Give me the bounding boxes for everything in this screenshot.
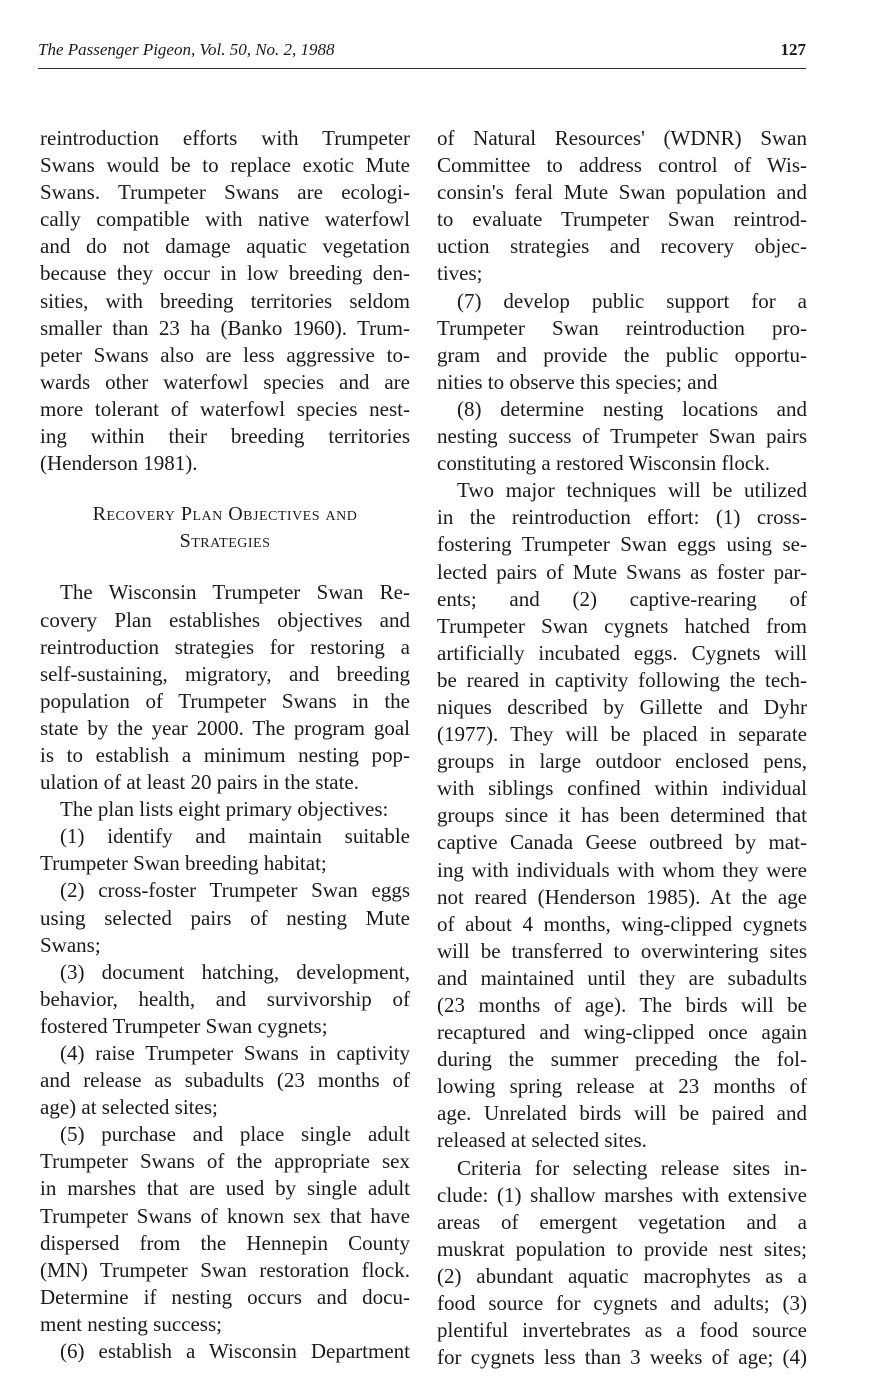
text-line: recaptured and wing-clipped once again [437, 1020, 807, 1045]
section-heading: Strategies [179, 530, 271, 553]
text-line: (7) develop public support for a [457, 288, 807, 313]
text-line: will be transferred to overwintering sites [437, 938, 807, 963]
text-line: state by the year 2000. The program goal [40, 715, 410, 740]
paragraph [437, 477, 807, 1154]
paragraph [40, 877, 410, 958]
paragraph [40, 1040, 410, 1121]
section-heading: Recovery Plan Objectives and [92, 503, 358, 526]
text-line: population of Trumpeter Swans in the [40, 688, 410, 713]
journal-citation: The Passenger Pigeon, Vol. 50, No. 2, 1988 [38, 40, 335, 59]
text-line: tives; [437, 261, 483, 286]
text-line: not reared (Henderson 1985). At the age [437, 884, 807, 909]
text-line: Trumpeter Swan reintroduction pro- [437, 315, 807, 340]
text-line: gram and provide the public opportu- [437, 342, 807, 367]
page-number: 127 [780, 40, 806, 59]
left-column [40, 125, 410, 1365]
text-line: (3) document hatching, development, [60, 959, 410, 984]
paragraph [40, 125, 410, 477]
text-line: (1) identify and maintain suitable [60, 824, 410, 849]
text-line: wards other waterfowl species and are [40, 369, 410, 394]
text-line: captive Canada Geese outbreed by mat- [437, 830, 807, 855]
text-line: constituting a restored Wisconsin flock. [437, 451, 770, 476]
text-line: in the reintroduction effort: (1) cross- [437, 505, 807, 530]
text-line: nesting success of Trumpeter Swan pairs [437, 424, 807, 449]
text-line: reintroduction strategies for restoring a [40, 634, 410, 659]
text-line: Trumpeter Swan cygnets hatched from [437, 613, 807, 638]
text-line: age) at selected sites; [40, 1095, 218, 1120]
text-line: ment nesting success; [40, 1311, 222, 1336]
text-line: Determine if nesting occurs and docu- [40, 1284, 410, 1309]
text-line: lowing spring release at 23 months of [437, 1074, 807, 1099]
text-line: Swans; [40, 932, 101, 957]
text-line: ing within their breeding territories [40, 424, 410, 449]
text-line: reintroduction efforts with Trumpeter [40, 126, 410, 150]
text-line: (2) abundant aquatic macrophytes as a [437, 1263, 807, 1288]
text-line: (Henderson 1981). [40, 451, 198, 476]
text-line: nities to observe this species; and [437, 369, 718, 394]
text-line: cally compatible with native waterfowl [40, 207, 410, 232]
text-line: groups in large outdoor enclosed pens, [437, 749, 807, 774]
text-line: peter Swans also are less aggressive to- [40, 342, 410, 367]
text-line: released at selected sites. [437, 1128, 647, 1153]
text-line: and release as subadults (23 months of [40, 1068, 410, 1093]
text-line: ing with individuals with whom they were [437, 857, 807, 882]
text-line: because they occur in low breeding den- [40, 261, 410, 286]
text-line: using selected pairs of nesting Mute [40, 905, 410, 930]
text-line: niques described by Gillette and Dyhr [437, 694, 807, 719]
text-line: Trumpeter Swans of known sex that have [40, 1203, 410, 1228]
text-line: to evaluate Trumpeter Swan reintrod- [437, 207, 807, 232]
text-line: The Wisconsin Trumpeter Swan Re- [60, 580, 410, 605]
text-line: of about 4 months, wing-clipped cygnets [437, 911, 807, 936]
paragraph [40, 796, 410, 823]
text-line: uction strategies and recovery objec- [437, 234, 807, 259]
text-line: Swans. Trumpeter Swans are ecologi- [40, 180, 410, 205]
text-line: artificially incubated eggs. Cygnets will [437, 640, 807, 665]
text-line: lected pairs of Mute Swans as foster par- [437, 559, 807, 584]
text-line: and do not damage aquatic vegetation [40, 234, 410, 259]
text-line: (4) raise Trumpeter Swans in captivity [60, 1041, 410, 1065]
paragraph [437, 288, 807, 396]
text-line: plentiful invertebrates as a food source [437, 1318, 807, 1343]
text-line: covery Plan establishes objectives and [40, 607, 410, 632]
text-line: Two major techniques will be utilized [457, 478, 807, 503]
paragraph [437, 1155, 807, 1372]
paragraph [40, 579, 410, 796]
text-line: behavior, health, and survivorship of [40, 986, 410, 1011]
text-line: muskrat population to provide nest sites; [437, 1236, 807, 1261]
text-line: and maintained until they are subadults [437, 965, 807, 990]
text-line: (8) determine nesting locations and [457, 396, 807, 421]
text-line: during the summer preceding the fol- [437, 1047, 807, 1072]
right-column [437, 125, 807, 1371]
text-line: (MN) Trumpeter Swan restoration flock. [40, 1257, 410, 1282]
text-line: smaller than 23 ha (Banko 1960). Trum- [40, 315, 410, 340]
text-line: sities, with breeding territories seldom [40, 288, 410, 313]
text-line: fostered Trumpeter Swan cygnets; [40, 1013, 328, 1038]
text-line: (1977). They will be placed in separate [437, 722, 807, 747]
text-line: Swans would be to replace exotic Mute [40, 153, 410, 178]
text-line: Trumpeter Swan breeding habitat; [40, 851, 327, 876]
text-line: food source for cygnets and adults; (3) [437, 1291, 807, 1316]
text-line: (5) purchase and place single adult [60, 1122, 410, 1147]
text-line: (6) establish a Wisconsin Department [60, 1339, 410, 1364]
paragraph [40, 1121, 410, 1338]
text-line: is to establish a minimum nesting pop- [40, 742, 410, 767]
text-line: dispersed from the Hennepin County [40, 1230, 410, 1255]
text-line: consin's feral Mute Swan population and [437, 180, 807, 205]
text-line: more tolerant of waterfowl species nest- [40, 396, 410, 421]
text-line: for cygnets less than 3 weeks of age; (4) [437, 1345, 807, 1370]
running-header [38, 38, 806, 69]
text-line: with siblings confined within individual [437, 776, 807, 801]
paragraph [437, 396, 807, 477]
text-line: in marshes that are used by single adult [40, 1176, 410, 1201]
text-line: ents; and (2) captive-rearing of [437, 586, 807, 611]
text-line: age. Unrelated birds will be paired and [437, 1101, 807, 1126]
text-line: fostering Trumpeter Swan eggs using se- [437, 532, 807, 557]
text-line: areas of emergent vegetation and a [437, 1209, 807, 1234]
text-line: Trumpeter Swans of the appropriate sex [40, 1149, 410, 1174]
text-line: ulation of at least 20 pairs in the state. [40, 770, 359, 795]
paragraph [40, 823, 410, 877]
text-line: self-sustaining, migratory, and breeding [40, 661, 410, 686]
paragraph [437, 125, 807, 288]
text-line: clude: (1) shallow marshes with extensive [437, 1182, 807, 1207]
text-line: be reared in captivity following the tech- [437, 667, 807, 692]
paragraph [40, 1338, 410, 1365]
paragraph [40, 959, 410, 1040]
text-line: (23 months of age). The birds will be [437, 993, 807, 1017]
text-line: (2) cross-foster Trumpeter Swan eggs [60, 878, 410, 903]
text-line: of Natural Resources' (WDNR) Swan [437, 126, 807, 150]
text-line: The plan lists eight primary objectives: [60, 797, 389, 822]
text-line: groups since it has been determined that [437, 803, 807, 828]
text-line: Criteria for selecting release sites in- [457, 1155, 807, 1180]
text-line: Committee to address control of Wis- [437, 153, 807, 178]
